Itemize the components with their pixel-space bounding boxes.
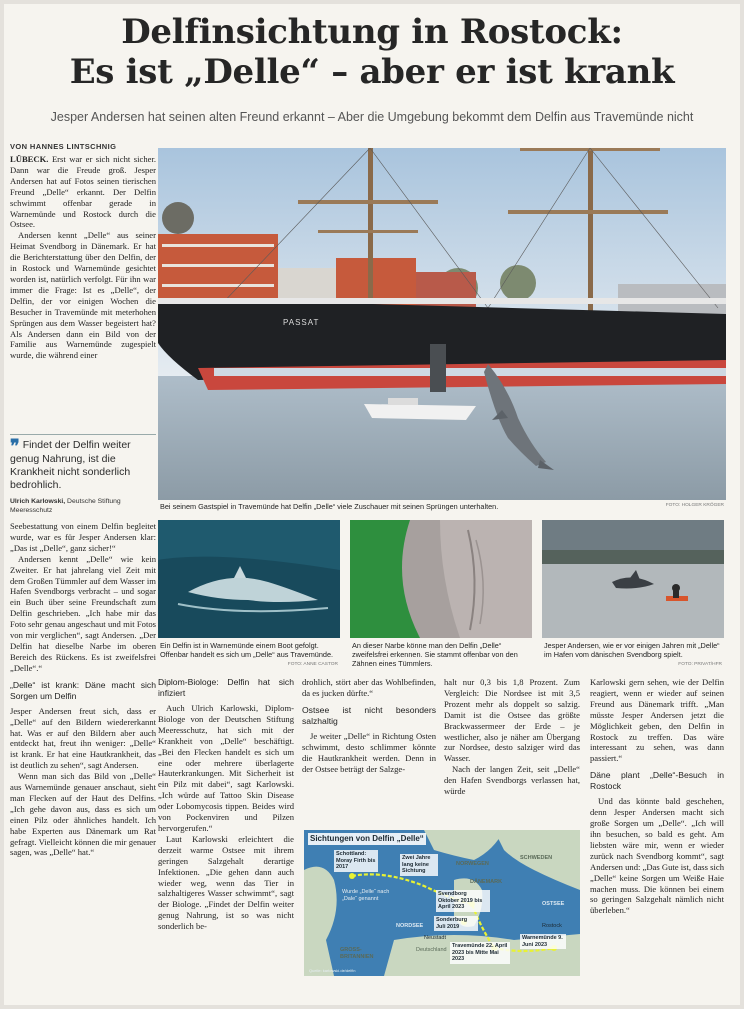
paragraph: Je weiter „Delle“ in Richtung Osten schwimmt, desto schlimmer könnte die Hautkrankheit werden. Denn in der Ostsee beträgt der Salzge- bbox=[302, 730, 436, 774]
map-label-schweden: SCHWEDEN bbox=[520, 855, 553, 861]
map-station-sonderburg: Sonderburg Juli 2019 bbox=[434, 916, 478, 931]
main-photo-caption: Bei seinem Gastspiel in Travemünde hat Delfin „Delle“ viele Zuschauer mit seinen Sprüngen unterhalten. bbox=[160, 502, 499, 511]
paragraph: Auch Ulrich Karlowski, Diplom-Biologe von der Deutschen Stiftung Meeresschutz, hat sich mit der Krankheit von „Delle“ beschäftigt. „Bei den Flecken handelt es sich um eine oder mehrere überlagerte Hauterkrankungen. Mit Sicherheit ist ein Pilz mit dabei“, sagt Karlowski. „Ich würde auf Tattoo Skin Disease oder Lobomycosis tippen. Beides wird von Pockenviren und Pilzen hervorgerufen.“ bbox=[158, 703, 294, 833]
quote-affiliation: Deutsche Stiftung Meeresschutz bbox=[10, 498, 121, 514]
dateline: LÜBECK. bbox=[10, 154, 49, 164]
subhead: Däne plant „Delle“-Besuch in Rostock bbox=[590, 770, 724, 792]
column-5 bbox=[590, 677, 724, 916]
photo-2-credit: FOTO: ANNE CASTOR bbox=[287, 662, 338, 667]
photo-4-credit: FOTO: PRIVAT/HFR bbox=[678, 662, 722, 667]
lead-paragraph: Erst war er sich nicht sicher. Dann war die Freude groß. Jesper Andersen hat auf Fotos seinen tierischen Freund „Delle“ erkannt. Der Delfin schwimmt offenbar gerade in Warnemünde und Rostock durch die Ostsee. bbox=[10, 154, 156, 230]
column-3 bbox=[302, 677, 436, 774]
paragraph: halt nur 0,3 bis 1,8 Prozent. Zum Vergleich: Die Nordsee ist mit 3,5 Prozent mehr als doppelt so salzig. Damit ist die Ostsee das größte Brackwassermeer der Erde – je westlicher, also je näher am Übergang zur Nordsee, desto salziger wird das Wasser. bbox=[444, 677, 580, 764]
column-4 bbox=[444, 677, 580, 797]
headline-line-1: Delfinsichtung in Rostock: bbox=[121, 12, 623, 52]
quote-text: Findet der Delfin weiter genug Nahrung, ist die Krankheit nicht sonderlich bedrohlich. bbox=[10, 439, 131, 491]
photo-dolphin-scar bbox=[350, 520, 532, 638]
map-source: Quelle: karlowski.de/delfin bbox=[309, 968, 356, 973]
column-1-top bbox=[10, 154, 156, 361]
paragraph: Karlowski gern sehen, wie der Delfin reagiert, wenn er wieder auf seinen Freund aus Dänemark trifft. „Man müsste Jesper Andersen jetzt die Möglichkeit geben, den Delfin in Rostock zu treffen. Das wäre interessant zu sehen, was dann passiert.“ bbox=[590, 677, 724, 764]
paragraph: Andersen kennt „Delle“ wie kein Zweiter. Er hat jahrelang viel Zeit mit dem Großen Tümmler auf dem Wasser im Hafen Svendborgs verbracht – und sogar ein Buch über seine Freundschaft zum Delfin geschrieben. „Ich habe mir das Foto sehr genau angeschaut und mit Fotos von mir verglichen“, sagt Andersen. „Der Delfin hat dieselbe Narbe im oberen Bereich des Rückens. Es ist zweifelsfrei „Delle“.“ bbox=[10, 553, 156, 673]
paragraph: Und das könnte bald geschehen, denn Jesper Andersen macht sich große Sorgen um „Delle“. „Ich will ihn besuchen, so bald es geht. Am liebsten wäre mir, wenn er wieder zurück nach Svendborg kommt“, sagt Andersen und: „Das Gute ist, dass sich „Delle“ keine Sorgen um Weiße Haie machen muss. Die können bei einem so geringen Salzgehalt nämlich nicht überleben.“ bbox=[590, 796, 724, 916]
photo-2-caption: Ein Delfin ist in Warnemünde einem Boot gefolgt. Offenbar handelt es sich um „Delle“ aus Travemünde. bbox=[160, 641, 334, 660]
subhead: Diplom-Biologe: Delfin hat sich infiziert bbox=[158, 677, 294, 698]
main-photo-credit: FOTO: HOLGER KRÖGER bbox=[665, 503, 724, 508]
map-label-deutschland: Deutschland bbox=[416, 947, 447, 953]
map-label-ostsee: OSTSEE bbox=[542, 901, 565, 907]
paragraph: Nach der langen Zeit, seit „Delle“ den Hafen Svendborgs verlassen hat, würde bbox=[444, 764, 580, 797]
paragraph: Laut Karlowski erleichtert die derzeit warme Ostsee mit ihrem geringen Salzgehalt derartige Infektionen. „Die gehen dann auch wieder weg, wenn das Tier in salzhaltigeres Wasser schwimmt“, sagt der Biologe. „Findet der Delfin weiter genug Nahrung, ist so was nicht sonderlich be- bbox=[158, 833, 294, 932]
map-station-warnemuende: Warnemünde 9. Juni 2023 bbox=[520, 934, 566, 949]
map-station-schottland: Schottland: Moray Firth bis 2017 bbox=[334, 850, 378, 872]
sightings-map bbox=[304, 830, 580, 976]
photo-4-caption: Jesper Andersen, wie er vor einigen Jahren mit „Delle“ im Hafen vom dänischen Svendborg spielt. bbox=[544, 641, 720, 660]
map-label-norwegen: NORWEGEN bbox=[456, 861, 489, 867]
newspaper-page bbox=[4, 4, 740, 1005]
ship-name: PASSAT bbox=[283, 318, 320, 327]
map-station-wurde-delle: Wurde „Delle“ nach „Dale“ genannt bbox=[342, 889, 390, 902]
map-station-travemuende: Travemünde 22. April 2023 bis Mitte Mai 2023 bbox=[450, 942, 510, 964]
map-title: Sichtungen von Delfin „Delle“ bbox=[310, 834, 424, 843]
photo-dolphin-water bbox=[158, 520, 340, 638]
photo-andersen-dolphin bbox=[542, 520, 724, 638]
photo-3-caption: An dieser Narbe könne man den Delfin „Delle“ zweifelsfrei erkennen. Sie stammt offenbar von den Zähnen eines Tümmlers. bbox=[352, 641, 518, 669]
quote-mark-icon: ❞ bbox=[10, 436, 20, 456]
column-1-bottom bbox=[10, 521, 156, 858]
column-2 bbox=[158, 677, 294, 932]
map-station-rostock: Rostock bbox=[542, 923, 562, 929]
subhead: „Delle“ ist krank: Däne macht sich Sorgen um Delfin bbox=[10, 679, 156, 701]
subhead: Ostsee ist nicht besonders salzhaltig bbox=[302, 704, 436, 726]
paragraph: drohlich, stört aber das Wohlbefinden, da es jucken dürfte.“ bbox=[302, 677, 436, 698]
paragraph: Jesper Andersen freut sich, dass er „Delle“ auf den Bildern wiedererkannt hat. Was er auf den Bildern aber auch entdeckt hat, freut ihn weniger: „Delle“ ist krank. Er hat eine Hautkrankheit, das ist deutlich zu sehen“, sagt Andersen. bbox=[10, 705, 156, 771]
map-label-nordsee: NORDSEE bbox=[396, 923, 424, 929]
map-label-daenemark: DÄNEMARK bbox=[470, 879, 503, 885]
map-label-gb: GROSS-BRITANNIEN bbox=[340, 947, 374, 960]
map-station-zwei-jahre: Zwei Jahre lang keine Sichtung bbox=[400, 854, 438, 876]
main-photo bbox=[158, 148, 726, 500]
map-station-neustadt: Neustadt bbox=[424, 935, 447, 941]
author-byline: VON HANNES LINTSCHNIG bbox=[10, 142, 117, 151]
map-station-svendborg: Svendborg Oktober 2019 bis April 2023 bbox=[436, 890, 490, 912]
paragraph: Andersen kennt „Delle“ aus seiner Heimat Svendborg in Dänemark. Er hat die Berichterstattung über den Delfin, der in Rostock und Warnemünde gesichtet worden ist, natürlich verfolgt. Für ihn war immer die Frage: Ist es „Delle“, der Delfin, der vor einigen Wochen die Besucher in Travemünde mit meterhohen Sprüngen aus dem Wasser begeistert hat? Als Andersen dann ein Bild von der Familie aus Warnemünde zugespielt wurde, die während einer bbox=[10, 230, 156, 361]
subheadline: Jesper Andersen hat seinen alten Freund erkannt – Aber die Umgebung bekommt dem Delfin aus Travemünde nicht bbox=[50, 110, 694, 124]
headline bbox=[4, 12, 740, 92]
pull-quote bbox=[10, 434, 156, 515]
paragraph: Wenn man sich das Bild von „Delle“ aus Warnemünde genauer anschaut, sieht man Flecken auf der Haut des Delfins. „Ich gehe davon aus, dass es sich um einen Pilz oder ähnliches handelt. Ich habe Experten aus Dänemark um Rat gefragt. Vielleicht können die mir genauer sagen, was „Delle“ hat.“ bbox=[10, 771, 156, 858]
ship-dolphin-illustration bbox=[158, 148, 726, 500]
headline-line-2: Es ist „Delle“ – aber er ist krank bbox=[69, 52, 675, 92]
quote-author: Ulrich Karlowski, bbox=[10, 498, 66, 505]
paragraph: Seebestattung von einem Delfin begleitet wurde, war es für Jesper Andersen klar: „Das ist „Delle“, ganz sicher!“ bbox=[10, 521, 156, 553]
